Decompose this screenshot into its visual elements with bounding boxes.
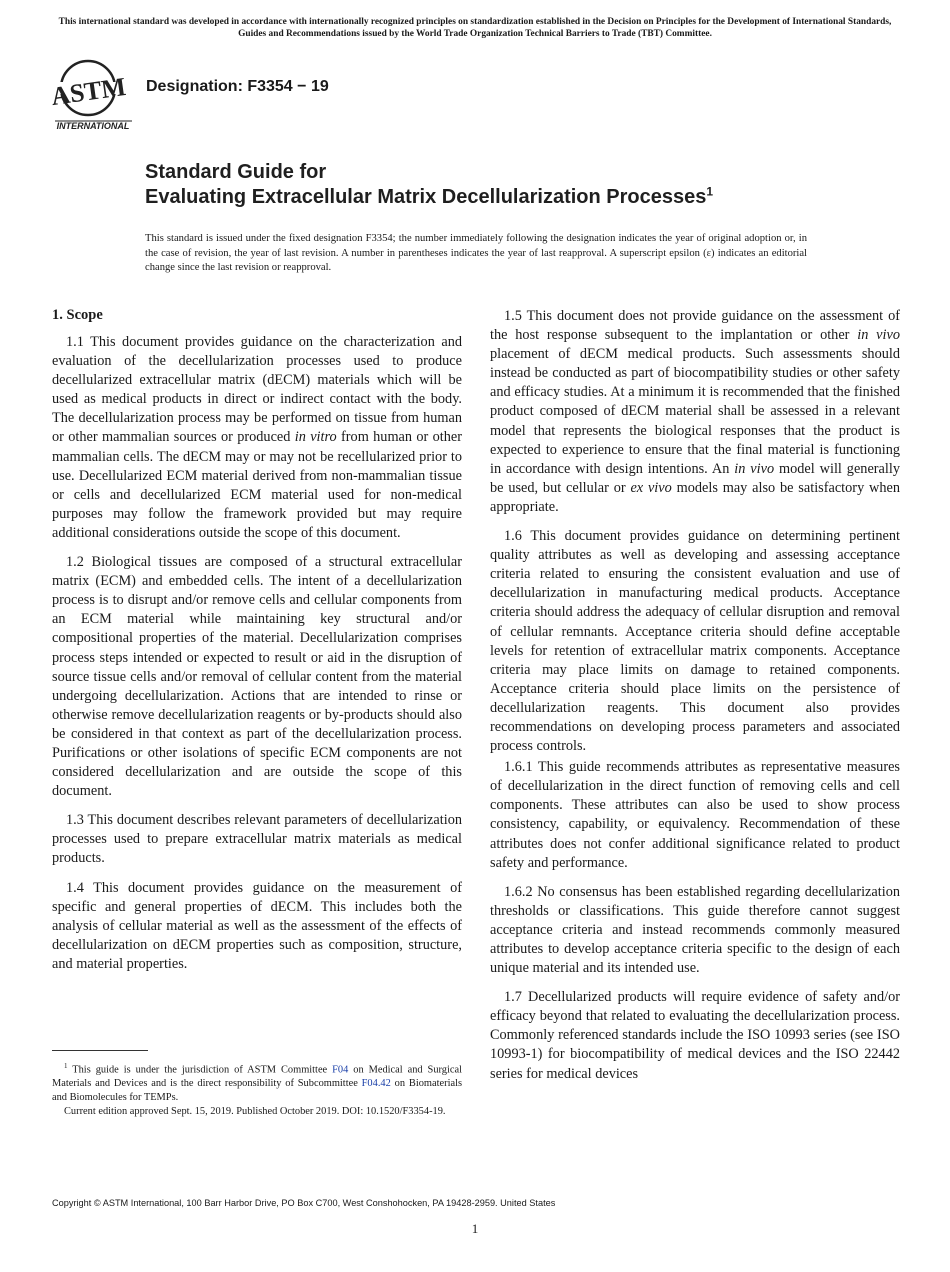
title-footnote-mark: 1 — [706, 184, 714, 199]
paragraph-1-5: 1.5 This document does not provide guidance on the assessment of the host response subsequent to the implantation or other in vivo placement of dECM medical products. Such assessments should instead be conducted as part of biocompatibility studies or other safety and efficacy studies. At a minimum it is recommended that the finished product composed of dECM material shall be assessed in a relevant model that represents the biological responses that the product is expected to experience to ensure that the final material is functioning in accordance with design intentions. An in vivo model will generally be used, but cellular or ex vivo models may also be satisfactory when appropriate. — [490, 308, 901, 515]
paragraph-1-6-2: 1.6.2 No consensus has been established regarding decellularization thresholds or classifications. This guide therefore cannot suggest acceptance criteria and instead recommends commonly measured attributes to develop acceptance criteria specific to the design of each unique material and its intended use. — [490, 883, 900, 977]
top-notice: This international standard was developed in accordance with internationally recognized principles on standardization established in the Decision on Principles for the Development of International Standards, Guides and Recommendations issued by the World Trade Organization Technical Barriers to Trade (TBT) Committee. — [58, 17, 892, 39]
right-column — [490, 307, 900, 1094]
section-heading-scope: 1. Scope — [52, 307, 103, 323]
astm-logo-icon — [52, 58, 136, 134]
svg-text:INTERNATIONAL: INTERNATIONAL — [56, 121, 130, 131]
left-column — [52, 306, 462, 984]
title-line-1: Standard Guide for — [145, 161, 327, 183]
issued-note: This standard is issued under the fixed designation F3354; the number immediately following the designation indicates the year of original adoption or, in the case of revision, the year of last revision. A number in parentheses indicates the year of last reapproval. A superscript epsilon (ε) indicates an editorial change since the last revision or reapproval. — [145, 233, 807, 273]
paragraph-1-3: 1.3 This document describes relevant parameters of decellularization processes used to prepare extracellular matrix materials as medical products. — [52, 812, 462, 867]
designation: Designation: F3354 − 19 — [146, 78, 329, 95]
paragraph-1-6-1: 1.6.1 This guide recommends attributes as representative measures of decellularization in the direct function of removing cells and cell components. These attributes can also be used to show process consistency, capability, or equivalency. Recommendation of these attributes does not confer additional significance related to product safety and performance. — [490, 759, 900, 871]
title-line-2: Evaluating Extracellular Matrix Decellularization Processes$^1$ — [145, 184, 714, 208]
footnote-jurisdiction: $^1$ This guide is under the jurisdiction of ASTM Committee F04 on Medical and Surgical Materials and Devices and is the direct responsibility of Subcommittee F04.42 on Biomaterials and Biomolecules for TEMPs. — [52, 1062, 462, 1104]
footnote-divider — [52, 1050, 148, 1051]
footnote — [52, 1060, 462, 1119]
svg-text:ASTM: ASTM — [52, 71, 128, 112]
copyright: Copyright © ASTM International, 100 Barr Harbor Drive, PO Box C700, West Conshohocken, PA 19428-2959. United States — [52, 1198, 556, 1208]
paragraph-1-1: 1.1 This document provides guidance on the characterization and evaluation of the decellularization processes used to produce decellularized extracellular matrix (dECM) materials which will be used as medical products in direct or indirect contact with the body. The decellularization process may be performed on tissue from human or other mammalian sources or produced in vitro from human or other mammalian cells. The dECM may or may not be recellularized prior to use. Decellularized ECM material derived from non-mammalian tissue or cells and decellularized ECM material used for non-medical purposes may follow the framework provided but may require additional considerations outside the scope of this document. — [52, 334, 463, 541]
page-number: 1 — [471, 1221, 479, 1236]
document-title — [145, 160, 713, 210]
paragraph-1-4: 1.4 This document provides guidance on the measurement of specific and general properties of dECM. This includes both the analysis of cellular material as well as the assessment of the effects of decellularization on dECM properties such as composition, structure, and material properties. — [52, 879, 462, 972]
subcommittee-link[interactable]: F04.42 — [361, 1078, 391, 1090]
paragraph-1-2: 1.2 Biological tissues are composed of a structural extracellular matrix (ECM) and embedded cells. The intent of a decellularization process is to disrupt and/or remove cells and cellular components from an ECM material while maintaining key structural and/or compositional properties of the material. Decellularization comprises process steps intended or expected to result or aid in the disruption of source tissue cells and/or removal of cellular content from the material undergoing decellularization. Actions that are intended to rinse or otherwise remove decellularization reagents or by-products should also be considered in that context as part of the decellularization process. Purifications or other isolations of specific ECM components are not considered decellularization and are outside the scope of this document. — [52, 554, 462, 800]
paragraph-1-7: 1.7 Decellularized products will require evidence of safety and/or efficacy beyond that related to evaluating the decellularization process. Commonly referenced standards include the ISO 10993 series (see ISO 10993-1) for biocompatibility of medical devices and the ISO 22442 series for medical devices — [490, 989, 900, 1082]
footnote-edition: Current edition approved Sept. 15, 2019. Published October 2019. DOI: 10.1520/F3354-19. — [64, 1105, 446, 1117]
paragraph-1-6: 1.6 This document provides guidance on determining pertinent quality attributes as well as developing and assessing acceptance criteria related to ensuring the consistent evaluation and use of decellularization in manufacturing medical products. Acceptance criteria should address the adequacy of cellular disruption and removal of cellular remnants. Acceptance criteria should define acceptable levels for retention of extracellular matrix components. Acceptance criteria may place limits on damage to retained components. Acceptance criteria should place limits on the persistence of decellularization reagents. This document also provides recommendations on developing process parameters and associated process controls. — [490, 528, 900, 755]
committee-link[interactable]: F04 — [332, 1064, 349, 1076]
